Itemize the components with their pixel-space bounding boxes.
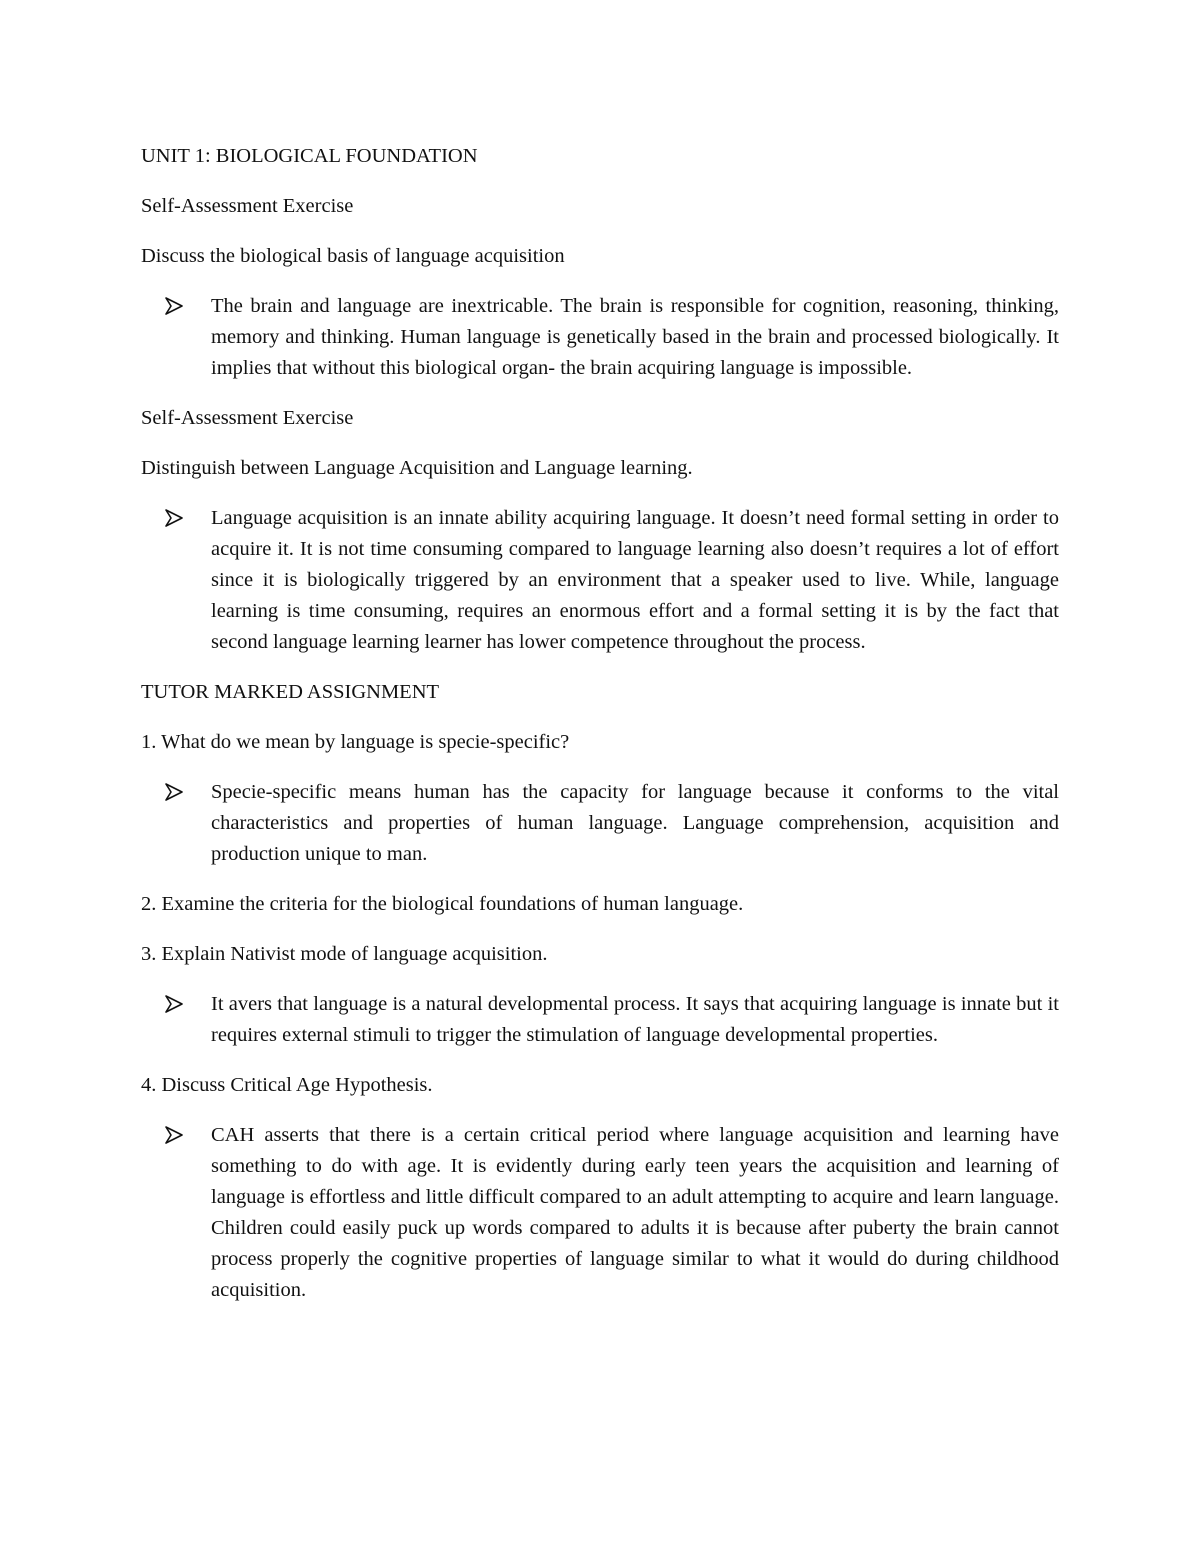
section-question: Distinguish between Language Acquisition and Language learning. [141,457,693,479]
answer-text: Language acquisition is an innate ability acquiring language. It doesn’t need formal setting in order to acquire it. It is not time consuming compared to language learning also doesn’t requires a lot of effort since it is biologically triggered by an environment that a speaker used to live. While, language learning is time consuming, requires an enormous effort and a formal setting it is by the fact that second language learning learner has lower competence throughout the process. [211,507,1059,653]
unit-title: UNIT 1: BIOLOGICAL FOUNDATION [141,145,478,167]
answer-bullet [141,989,1059,1051]
section-label: Self-Assessment Exercise [141,407,354,429]
arrowhead-bullet-icon [165,995,183,1013]
tma-question: 1. What do we mean by language is specie-specific? [141,731,570,753]
document-page [141,141,1059,1325]
answer-text: CAH asserts that there is a certain critical period where language acquisition and learning have something to do with age. It is evidently during early teen years the acquisition and learning of language is effortless and little difficult compared to an adult attempting to acquire and learn language. Children could easily puck up words compared to adults it is because after puberty the brain cannot process properly the cognitive properties of language similar to what it would do during childhood acquisition. [211,1124,1059,1301]
answer-text: Specie-specific means human has the capacity for language because it conforms to the vital characteristics and properties of human language. Language comprehension, acquisition and production unique to man. [211,781,1059,865]
answer-bullet [141,1120,1059,1306]
section-question: Discuss the biological basis of language acquisition [141,245,565,267]
arrowhead-bullet-icon [165,1126,183,1144]
answer-bullet [141,503,1059,658]
answer-bullet [141,777,1059,870]
tma-heading: TUTOR MARKED ASSIGNMENT [141,681,440,703]
tma-question: 3. Explain Nativist mode of language acquisition. [141,943,548,965]
arrowhead-bullet-icon [165,297,183,315]
answer-text: It avers that language is a natural developmental process. It says that acquiring language is innate but it requires external stimuli to trigger the stimulation of language developmental properties. [211,993,1059,1046]
tma-question: 2. Examine the criteria for the biological foundations of human language. [141,893,744,915]
tma-question: 4. Discuss Critical Age Hypothesis. [141,1074,433,1096]
arrowhead-bullet-icon [165,783,183,801]
arrowhead-bullet-icon [165,509,183,527]
answer-text: The brain and language are inextricable. The brain is responsible for cognition, reasoning, thinking, memory and thinking. Human language is genetically based in the brain and processed biologically. It implies that without this biological organ- the brain acquiring language is impossible. [211,295,1059,379]
section-label: Self-Assessment Exercise [141,195,354,217]
answer-bullet [141,291,1059,384]
